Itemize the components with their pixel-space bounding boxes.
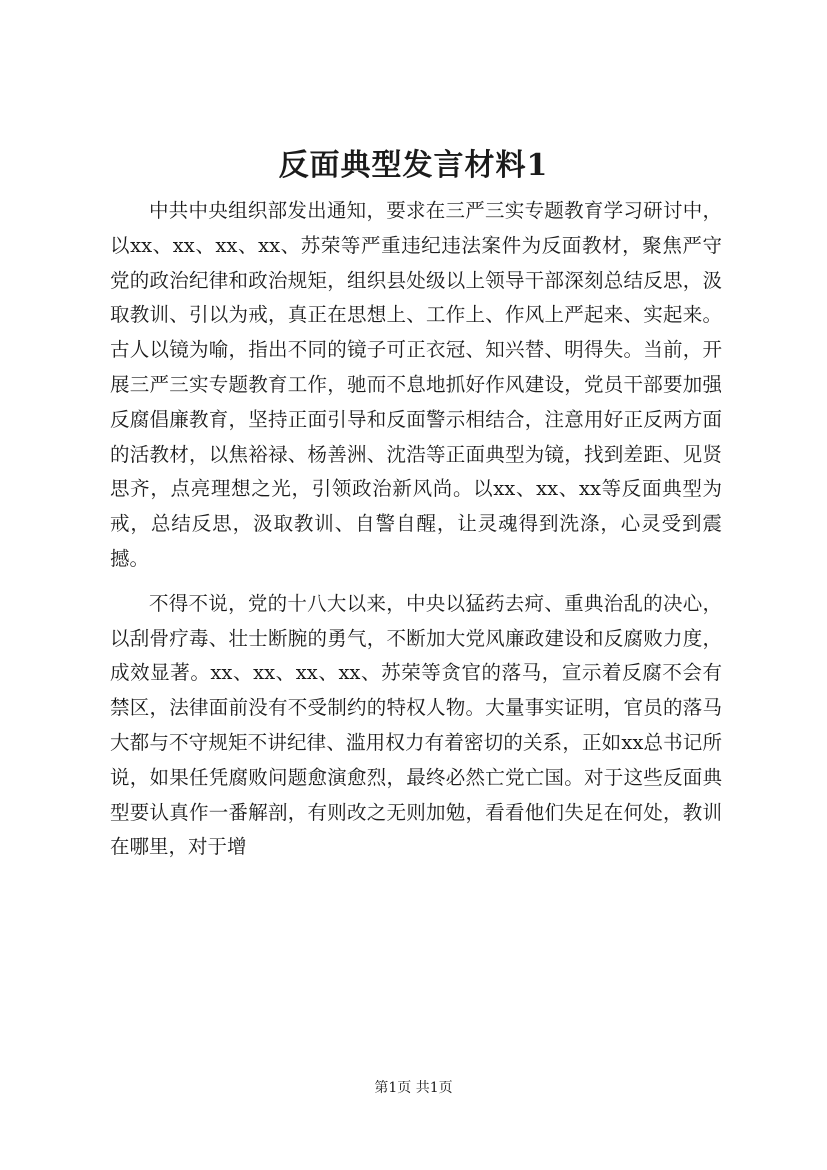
page-footer: 第1页 共1页 <box>374 1080 453 1096</box>
document-body <box>110 194 722 865</box>
paragraph-1: 中共中央组织部发出通知，要求在三严三实专题教育学习研讨中，以xx、xx、xx、xx、苏荣等严重违纪违法案件为反面教材，聚焦严守党的政治纪律和政治规矩，组织县处级以上领导干部深刻总结反思，汲取教训、引以为戒，真正在思想上、工作上、作风上严起来、实起来。古人以镜为喻，指出不同的镜子可正衣冠、知兴替、明得失。当前，开展三严三实专题教育工作，驰而不息地抓好作风建设，党员干部要加强反腐倡廉教育，坚持正面引导和反面警示相结合，注意用好正反两方面的活教材，以焦裕禄、杨善洲、沈浩等正面典型为镜，找到差距、见贤思齐，点亮理想之光，引领政治新风尚。以xx、xx、xx等反面典型为戒，总结反思，汲取教训、自警自醒，让灵魂得到洗涤，心灵受到震撼。 <box>110 199 722 570</box>
paragraph-2: 不得不说，党的十八大以来，中央以猛药去疴、重典治乱的决心，以刮骨疗毒、壮士断腕的勇气，不断加大党风廉政建设和反腐败力度，成效显著。xx、xx、xx、xx、苏荣等贪官的落马，宣示着反腐不会有禁区，法律面前没有不受制约的特权人物。大量事实证明，官员的落马大都与不守规矩不讲纪律、滥用权力有着密切的关系，正如xx总书记所说，如果任凭腐败问题愈演愈烈，最终必然亡党亡国。对于这些反面典型要认真作一番解剖，有则改之无则加勉，看看他们失足在何处，教训在哪里，对于增 <box>110 591 722 859</box>
document-title: 反面典型发言材料1 <box>278 148 549 183</box>
